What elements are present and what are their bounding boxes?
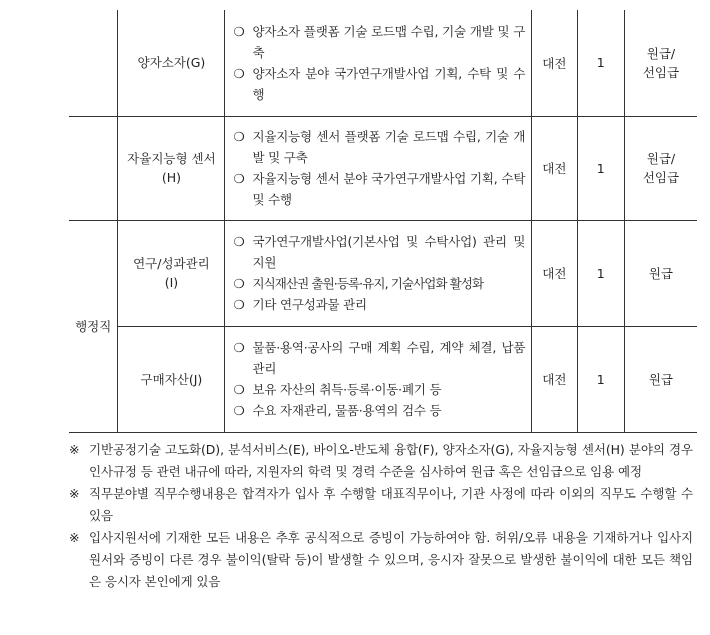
location-cell: 대전 [532, 326, 577, 432]
recruitment-table-wrapper [69, 10, 697, 433]
duty-item [233, 273, 525, 294]
duty-item [233, 21, 525, 63]
circle-bullet-icon: ❍ [233, 276, 244, 291]
grade-cell: 원급/ 선임급 [624, 116, 697, 220]
group-cell-research [69, 10, 118, 116]
duty-item [233, 63, 525, 105]
group-cell: 행정직 [69, 220, 118, 432]
circle-bullet-icon: ❍ [233, 129, 245, 144]
group-cell-research-cont [69, 116, 118, 220]
duty-item [233, 231, 525, 273]
field-cell: 연구/성과관리 (I) [118, 220, 225, 326]
notes-section [69, 439, 693, 593]
circle-bullet-icon: ❍ [233, 65, 245, 81]
reference-mark-icon: ※ [69, 442, 80, 457]
grade-cell: 원급/ 선임급 [624, 10, 697, 116]
duties-cell [225, 116, 532, 220]
location-cell: 대전 [532, 10, 577, 116]
duty-text: 물품·용역·공사의 구매 계획 수립, 계약 체결, 납품 관리 [252, 340, 526, 376]
duty-text: 보유 자산의 취득·등록·이동·폐기 등 [252, 382, 442, 397]
duty-text: 국가연구개발사업(기본사업 및 수탁사업) 관리 및 지원 [252, 234, 526, 270]
count-cell: 1 [577, 326, 624, 432]
duties-cell [225, 220, 532, 326]
note-item [69, 439, 693, 483]
table-row [69, 220, 697, 326]
duty-text: 기타 연구성과물 관리 [252, 297, 367, 312]
duties-cell [225, 326, 532, 432]
field-cell: 구매자산(J) [118, 326, 225, 432]
duty-text: 양자소자 플랫폼 기술 로드맵 수립, 기술 개발 및 구축 [252, 23, 526, 60]
circle-bullet-icon: ❍ [233, 297, 245, 312]
recruitment-table [69, 10, 697, 433]
duty-item [233, 126, 525, 168]
note-text: 기반공정기술 고도화(D), 분석서비스(E), 바이오-반도체 융합(F), 양자소자(G), 자율지능형 센서(H) 분야의 경우 인사규정 등 관련 내규에 따라, 지원자의 학력 및 경력 수준을 심사하여 원급 혹은 선임급으로 임용 예정 [89, 442, 693, 479]
circle-bullet-icon: ❍ [233, 23, 245, 39]
duty-item [233, 168, 525, 210]
circle-bullet-icon: ❍ [233, 403, 245, 418]
duty-text: 수요 자재관리, 물품·용역의 검수 등 [252, 403, 442, 418]
reference-mark-icon: ※ [69, 530, 80, 545]
note-text: 입사지원서에 기재한 모든 내용은 추후 공식적으로 증빙이 가능하여야 함. 허위/오류 내용을 기재하거나 입사지원서와 증빙이 다른 경우 불이익(탈락 등)이 발생할 수 있으며, 응시자 잘못으로 발생한 불이익에 대한 모든 책임은 응시자 본인에게 있음 [89, 530, 693, 589]
table-row [69, 10, 697, 116]
count-cell: 1 [577, 116, 624, 220]
note-item [69, 527, 693, 593]
circle-bullet-icon: ❍ [233, 382, 245, 397]
grade-cell: 원급 [624, 220, 697, 326]
circle-bullet-icon: ❍ [233, 234, 245, 249]
duty-text: 자율지능형 센서 분야 국가연구개발사업 기획, 수탁 및 수행 [252, 171, 526, 207]
duty-item [233, 337, 525, 379]
duty-text: 양자소자 분야 국가연구개발사업 기획, 수탁 및 수행 [252, 65, 526, 102]
circle-bullet-icon: ❍ [233, 340, 245, 355]
duty-item [233, 294, 525, 315]
note-text: 직무분야별 직무수행내용은 합격자가 입사 후 수행할 대표직무이나, 기관 사정에 따라 이외의 직무도 수행할 수 있음 [89, 486, 693, 523]
grade-cell: 원급 [624, 326, 697, 432]
location-cell: 대전 [532, 220, 577, 326]
table-row [69, 326, 697, 432]
table-row [69, 116, 697, 220]
field-cell: 자율지능형 센서(H) [118, 116, 225, 220]
note-item [69, 483, 693, 527]
count-cell: 1 [577, 10, 624, 116]
duty-item [233, 379, 525, 400]
reference-mark-icon: ※ [69, 486, 80, 501]
duties-cell [225, 10, 532, 116]
duty-text: 지율지능형 센서 플랫폼 기술 로드맵 수립, 기술 개발 및 구축 [252, 129, 526, 165]
count-cell: 1 [577, 220, 624, 326]
field-cell: 양자소자(G) [118, 10, 225, 116]
duty-text: 지식재산권 출원·등록·유지, 기술사업화 활성화 [252, 276, 484, 291]
location-cell: 대전 [532, 116, 577, 220]
circle-bullet-icon: ❍ [233, 171, 245, 186]
duty-item [233, 400, 525, 421]
